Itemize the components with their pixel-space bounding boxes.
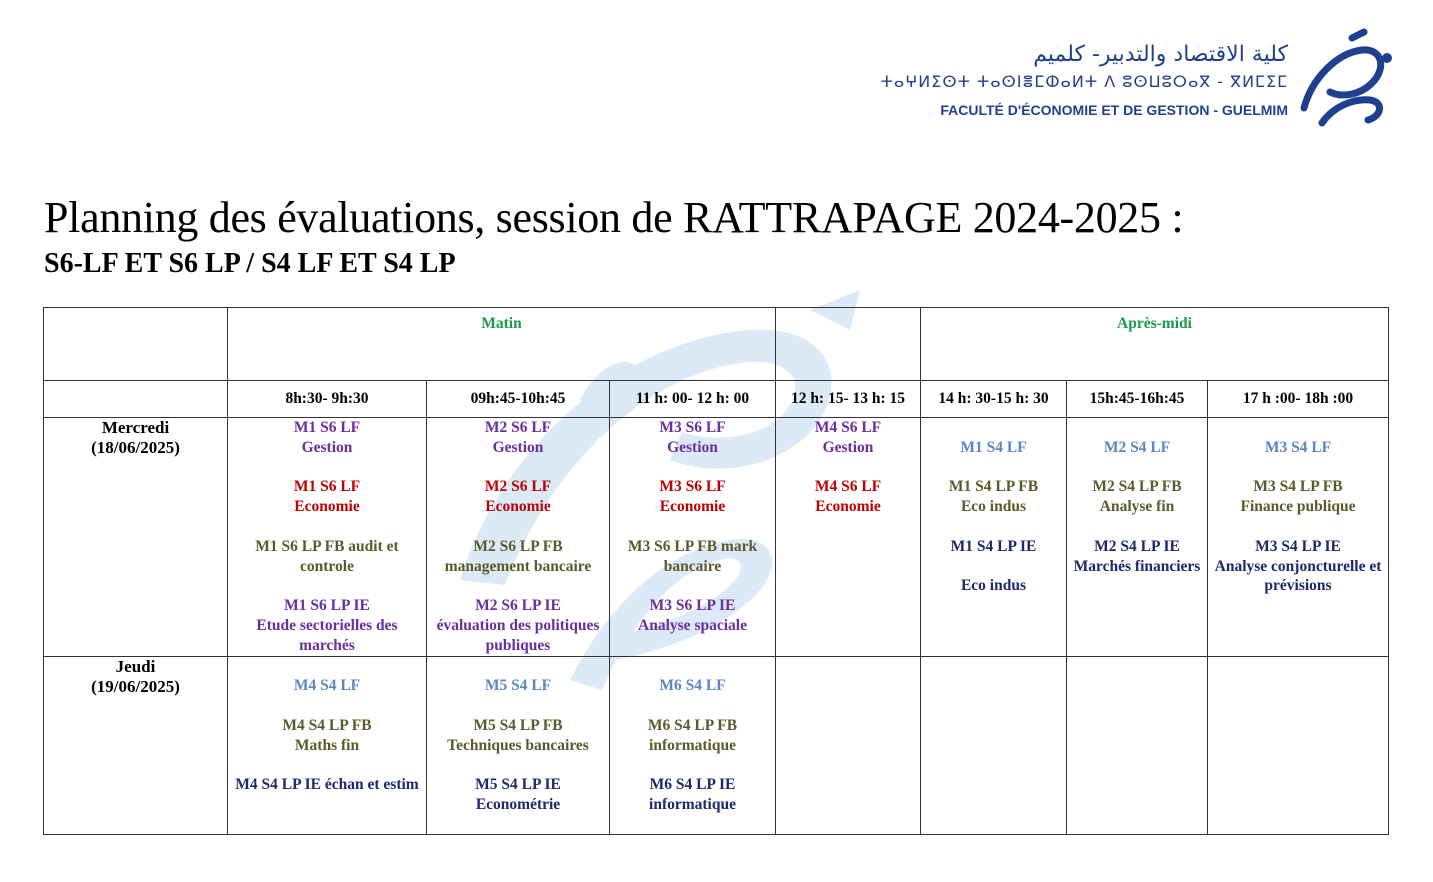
period-morning: Matin: [228, 308, 776, 381]
period-afternoon: Après-midi: [921, 308, 1389, 381]
exam-line: M1 S6 LP IE: [284, 597, 370, 615]
exam-cell: [1208, 656, 1389, 834]
exam-line: Econométrie: [475, 796, 561, 814]
exam-line: M1 S4 LP IE: [950, 537, 1037, 555]
exam-line: informatique: [649, 736, 736, 754]
exam-cell: [1067, 656, 1208, 834]
spacer: [429, 576, 607, 596]
spacer: [1210, 418, 1386, 438]
exam-cell: [427, 656, 610, 834]
slot-header: 15h:45-16h:45: [1067, 381, 1208, 418]
slot-header: 09h:45-10h:45: [427, 381, 610, 418]
spacer: [1210, 458, 1386, 478]
exam-cell: [1067, 418, 1208, 657]
exam-line: M2 S6 LF: [484, 419, 552, 436]
spacer: [1069, 458, 1205, 478]
faculty-logo: [880, 28, 1400, 138]
exam-cell: [228, 418, 427, 657]
spacer: [230, 657, 424, 677]
exam-cell: [427, 418, 610, 657]
spacer: [923, 458, 1064, 478]
exam-line: Gestion: [667, 438, 718, 456]
exam-line: M1 S6 LF: [293, 478, 361, 496]
day-label: [44, 656, 228, 834]
spacer: [612, 517, 773, 537]
exam-line: M6 S4 LP IE: [649, 776, 736, 794]
spacer: [230, 696, 424, 716]
spacer: [612, 576, 773, 596]
exam-line: Gestion: [492, 438, 544, 456]
spacer: [923, 557, 1064, 577]
exam-line: Economie: [659, 498, 726, 516]
exam-line: M2 S6 LP IE: [475, 597, 561, 615]
exam-line: M3 S6 LF: [659, 419, 726, 436]
exam-line: Analyse fin: [1099, 498, 1175, 516]
exam-line: M3 S6 LP FB mark bancaire: [627, 537, 758, 575]
exam-line: Etude sectorielles des marchés: [256, 616, 398, 654]
spacer: [429, 756, 607, 776]
exam-line: Economie: [294, 498, 360, 516]
spacer: [429, 657, 607, 677]
slot-header: 8h:30- 9h:30: [228, 381, 427, 418]
day-name: Mercredi: [101, 418, 170, 437]
exam-line: M4 S6 LF: [814, 419, 882, 436]
slot-corner-cell: [44, 381, 228, 418]
spacer: [923, 418, 1064, 438]
exam-line: Maths fin: [294, 736, 360, 754]
spacer: [1069, 418, 1205, 438]
spacer: [230, 756, 424, 776]
spacer: [778, 458, 918, 478]
exam-line: Economie: [815, 498, 881, 516]
slot-header: 11 h: 00- 12 h: 00: [610, 381, 776, 418]
exam-line: M2 S4 LP IE: [1094, 537, 1180, 555]
exam-line: évaluation des politiques publiques: [436, 616, 600, 654]
slot-header: 12 h: 15- 13 h: 15: [776, 381, 921, 418]
exam-line: Eco indus: [960, 498, 1027, 516]
spacer: [612, 756, 773, 776]
exam-line: M2 S6 LF: [484, 478, 552, 496]
slot-header: 14 h: 30-15 h: 30: [921, 381, 1067, 418]
exam-line: M3 S6 LP IE: [649, 597, 736, 615]
exam-line: M6 S4 LF: [659, 677, 726, 695]
spacer: [1210, 517, 1386, 537]
spacer: [612, 696, 773, 716]
exam-line: Marchés financiers: [1073, 557, 1201, 575]
day-date: (19/06/2025): [91, 676, 180, 696]
page-title: Planning des évaluations, session de RATTRAPAGE 2024-2025 :: [44, 193, 1184, 242]
exam-line: Techniques bancaires: [447, 736, 589, 754]
exam-line: M5 S4 LF: [484, 677, 552, 695]
day-date: (18/06/2025): [91, 438, 180, 457]
day-label: [44, 418, 228, 657]
logo-french-text: FACULTÉ D'ÉCONOMIE ET DE GESTION - GUELMIM: [940, 102, 1288, 118]
exam-line: M3 S4 LP FB: [1253, 478, 1343, 496]
slot-header: 17 h :00- 18h :00: [1208, 381, 1389, 418]
exam-cell: [610, 656, 776, 834]
period-header-row: [44, 308, 1389, 381]
period-noon-cell: [776, 308, 921, 381]
exam-cell: [776, 656, 921, 834]
day-name: Jeudi: [115, 656, 156, 676]
exam-line: Analyse spaciale: [638, 616, 747, 634]
spacer: [230, 576, 424, 596]
exam-cell: [921, 418, 1067, 657]
exam-line: Gestion: [822, 438, 874, 456]
exam-line: M4 S6 LF: [814, 478, 882, 496]
schedule-table: [43, 307, 1389, 835]
spacer: [429, 517, 607, 537]
spacer: [923, 517, 1064, 537]
exam-line: M3 S4 LF: [1264, 438, 1332, 456]
exam-line: M1 S6 LF: [293, 419, 361, 436]
exam-line: M4 S4 LF: [293, 677, 361, 695]
exam-line: M3 S6 LF: [659, 478, 726, 496]
exam-cell: [776, 418, 921, 657]
exam-line: M2 S6 LP FB management bancaire: [444, 537, 592, 575]
exam-line: informatique: [649, 796, 736, 814]
logo-tifinagh-text: ⵜⴰⵖⵍⵉⵙⵜ ⵜⴰⵙⵏⴻⵎⵀⴰⵍⵜ ⴷ ⵓⵙⵡⵓⵔⴰⴳ - ⴳⵍⵎⵉⵎ: [880, 72, 1288, 91]
exam-line: M6 S4 LP FB: [647, 716, 738, 734]
exam-line: M5 S4 LP FB: [473, 716, 563, 734]
exam-cell: [1208, 418, 1389, 657]
exam-line: M2 S4 LP FB: [1092, 478, 1182, 496]
logo-arabic-text: كلية الاقتصاد والتدبير- كلميم: [1033, 42, 1288, 67]
exam-line: Eco indus: [960, 577, 1027, 595]
exam-line: Gestion: [301, 438, 353, 456]
day-row-jeudi: [44, 656, 1389, 834]
exam-line: M4 S4 LP IE échan et estim: [235, 776, 419, 794]
exam-line: M4 S4 LP FB: [282, 716, 372, 734]
exam-cell: [610, 418, 776, 657]
spacer: [612, 657, 773, 677]
day-row-mercredi: [44, 418, 1389, 657]
exam-line: Finance publique: [1240, 498, 1356, 516]
exam-line: M3 S4 LP IE: [1255, 537, 1341, 555]
corner-cell: [44, 308, 228, 381]
logo-emblem-icon: [1292, 28, 1400, 128]
exam-line: M1 S4 LP FB: [948, 478, 1039, 496]
exam-line: M1 S4 LF: [960, 438, 1027, 456]
exam-line: Economie: [485, 498, 551, 516]
exam-line: Analyse conjoncturelle et prévisions: [1214, 557, 1382, 595]
spacer: [429, 458, 607, 478]
spacer: [429, 696, 607, 716]
exam-line: M1 S6 LP FB audit et controle: [255, 537, 399, 575]
spacer: [612, 458, 773, 478]
spacer: [230, 458, 424, 478]
exam-line: M2 S4 LF: [1103, 438, 1171, 456]
spacer: [1069, 517, 1205, 537]
exam-cell: [921, 656, 1067, 834]
slot-header-row: [44, 381, 1389, 418]
exam-line: M5 S4 LP IE: [475, 776, 561, 794]
spacer: [230, 517, 424, 537]
page-subtitle: S6-LF ET S6 LP / S4 LF ET S4 LP: [44, 248, 456, 279]
exam-cell: [228, 656, 427, 834]
